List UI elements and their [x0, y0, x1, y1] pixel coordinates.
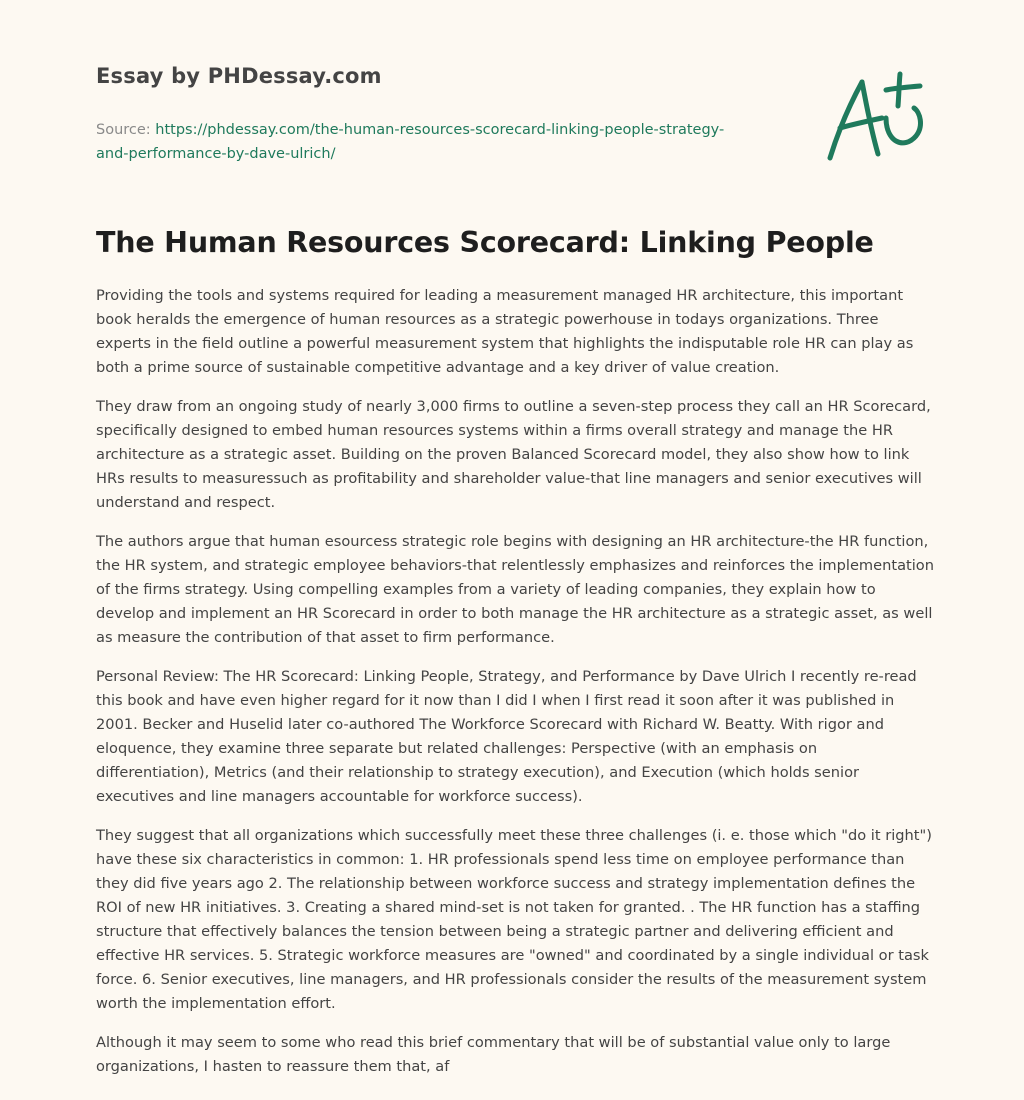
- source-line: [96, 118, 776, 166]
- paragraph: Although it may seem to some who read this brief commentary that will be of substantial value only to large organizations, I hasten to reassure them that, af: [96, 1034, 891, 1075]
- paragraph: They draw from an ongoing study of nearly 3,000 firms to outline a seven-step process they call an HR Scorecard, specifically designed to embed human resources systems within a firms overall strategy and manage the HR architecture as a strategic asset. Building on the proven Balanced Scorecard model, they also show how to link HRs results to measuressuch as profitability and shareholder value-that line managers and senior executives will understand and respect.: [96, 398, 931, 511]
- paragraph: They suggest that all organizations which successfully meet these three challenges (i. e. those which "do it right") have these six characteristics in common: 1. HR professionals spend less time on employee performance than they did five years ago 2. The relationship between workforce success and strategy implementation defines the ROI of new HR initiatives. 3. Creating a shared mind-set is not taken for granted. . The HR function has a staffing structure that effectively balances the tension between being a strategic partner and delivering efficient and effective HR services. 5. Strategic workforce measures are "owned" and coordinated by a single individual or task force. 6. Senior executives, line managers, and HR professionals consider the results of the measurement system worth the implementation effort.: [96, 827, 932, 1012]
- site-title: Essay by PHDessay.com: [96, 64, 382, 88]
- paragraph: The authors argue that human esourcess strategic role begins with designing an HR architecture-the HR function, the HR system, and strategic employee behaviors-that relentlessly emphasizes and reinforces the implementation of the firms strategy. Using compelling examples from a variety of leading companies, they explain how to develop and implement an HR Scorecard in order to both manage the HR architecture as a strategic asset, as well as measure the contribution of that asset to firm performance.: [96, 533, 934, 646]
- a-plus-logo-icon: [820, 66, 932, 166]
- essay-body: [96, 284, 934, 1094]
- paragraph: Providing the tools and systems required for leading a measurement managed HR architecture, this important book heralds the emergence of human resources as a strategic powerhouse in todays organizations. Three experts in the field outline a powerful measurement system that highlights the indisputable role HR can play as both a prime source of sustainable competitive advantage and a key driver of value creation.: [96, 287, 914, 376]
- paragraph: Personal Review: The HR Scorecard: Linking People, Strategy, and Performance by Dave Ulrich I recently re-read this book and have even higher regard for it now than I did I when I first read it soon after it was published in 2001. Becker and Huselid later co-authored The Workforce Scorecard with Richard W. Beatty. With rigor and eloquence, they examine three separate but related challenges: Perspective (with an emphasis on differentiation), Metrics (and their relationship to strategy execution), and Execution (which holds senior executives and line managers accountable for workforce success).: [96, 668, 917, 805]
- source-link[interactable]: [96, 122, 724, 162]
- page-header: [96, 64, 776, 166]
- source-link-line-2: and-performance-by-dave-ulrich/: [96, 146, 336, 162]
- source-link-line-1: https://phdessay.com/the-human-resources-scorecard-linking-people-strategy-: [155, 122, 725, 138]
- source-label: Source:: [96, 122, 151, 138]
- essay-title: The Human Resources Scorecard: Linking People: [96, 226, 874, 259]
